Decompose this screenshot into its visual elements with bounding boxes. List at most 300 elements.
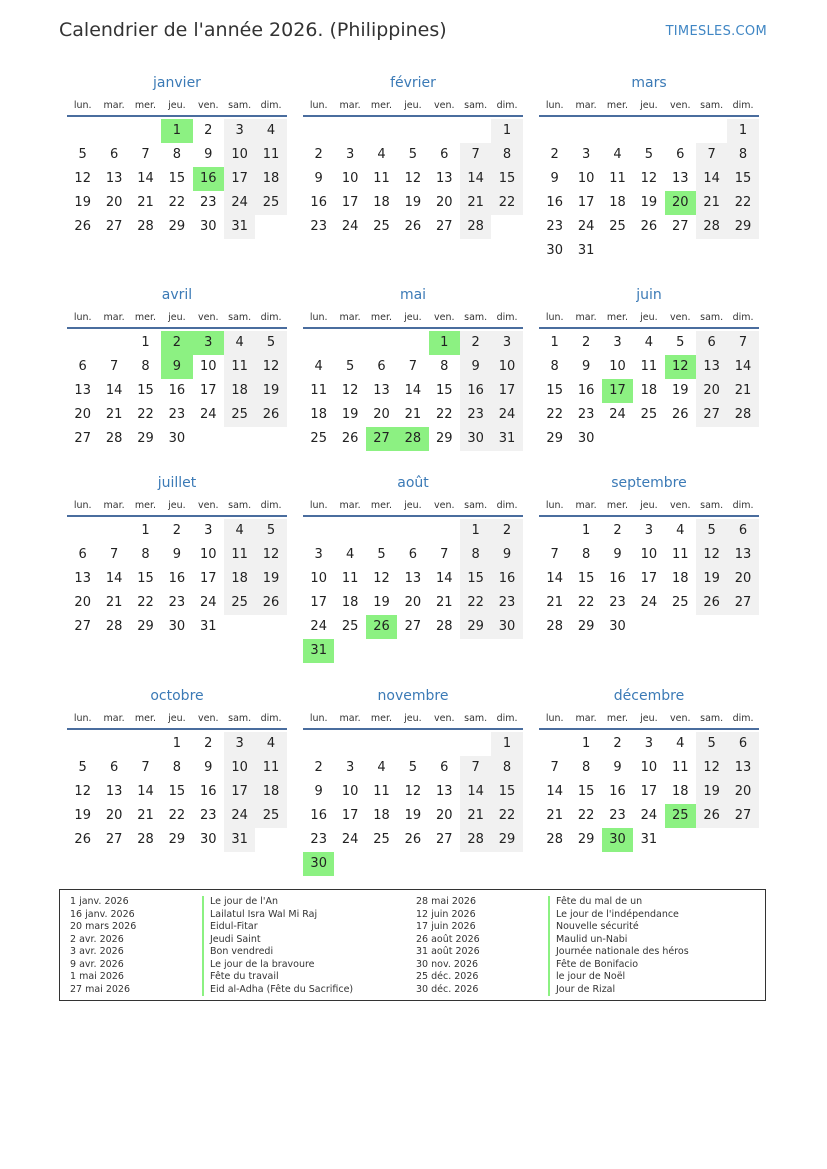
day-cell: 26 <box>341 431 359 446</box>
day-cell: 9 <box>314 171 323 186</box>
empty-cell <box>429 519 460 543</box>
day-cell: 23 <box>168 407 186 422</box>
day-cell: 22 <box>168 808 186 823</box>
empty-cell <box>366 331 397 355</box>
day-cell: 21 <box>696 191 727 215</box>
month-block <box>539 71 759 263</box>
day-cell: 1 <box>581 736 591 751</box>
weekday-header <box>67 308 287 329</box>
weekday-label: sam. <box>228 713 252 724</box>
weekday-label: sam. <box>228 312 252 323</box>
empty-cell <box>633 119 664 143</box>
day-cell: 31 <box>577 243 595 258</box>
day-cell: 2 <box>314 147 323 162</box>
day-cell: 25 <box>224 403 255 427</box>
empty-cell <box>98 119 129 143</box>
day-cell: 25 <box>224 591 255 615</box>
day-cell: 31 <box>224 828 255 852</box>
legend-row <box>416 921 689 934</box>
day-grid <box>539 732 759 852</box>
weekday-label: sam. <box>228 500 252 511</box>
day-cell: 6 <box>727 519 758 543</box>
day-cell: 22 <box>727 191 758 215</box>
day-cell: 24 <box>491 403 522 427</box>
day-cell: 24 <box>609 407 626 422</box>
day-cell: 6 <box>440 760 449 775</box>
weekday-label: sam. <box>700 312 724 323</box>
legend-row <box>70 909 353 922</box>
day-cell: 17 <box>224 167 255 191</box>
weekday-label: mer. <box>606 312 629 323</box>
holiday-day-cell: 16 <box>193 167 224 191</box>
month-name: septembre <box>611 475 687 491</box>
brand-link[interactable]: TIMESLES.COM <box>665 24 767 39</box>
weekday-label: sam. <box>700 713 724 724</box>
day-cell: 25 <box>255 804 286 828</box>
day-cell: 23 <box>199 808 217 823</box>
day-cell: 2 <box>613 736 622 751</box>
day-cell: 15 <box>491 167 522 191</box>
legend-row <box>416 909 689 922</box>
day-cell: 12 <box>696 543 727 567</box>
weekday-label: mer. <box>134 500 157 511</box>
day-cell: 8 <box>727 143 758 167</box>
day-cell: 20 <box>727 567 758 591</box>
day-cell: 10 <box>341 784 359 799</box>
day-cell: 28 <box>460 215 491 239</box>
day-cell: 30 <box>460 427 491 451</box>
legend-row <box>70 946 353 959</box>
day-grid <box>303 119 523 239</box>
day-cell: 1 <box>172 736 181 751</box>
month-name: avril <box>161 287 193 303</box>
day-cell: 26 <box>255 403 286 427</box>
day-cell: 18 <box>609 195 626 210</box>
weekday-label: lun. <box>309 500 328 511</box>
day-cell: 5 <box>78 760 87 775</box>
weekday-label: sam. <box>700 100 724 111</box>
day-cell: 20 <box>404 595 422 610</box>
day-cell: 21 <box>137 195 154 210</box>
legend-holiday-name: Fête du mal de un <box>548 896 642 909</box>
day-cell: 4 <box>613 147 622 162</box>
month-block <box>67 471 287 639</box>
legend-date: 27 mai 2026 <box>70 983 131 995</box>
empty-cell <box>334 732 365 756</box>
day-cell: 18 <box>373 808 390 823</box>
day-cell: 14 <box>546 784 563 799</box>
day-cell: 29 <box>460 615 491 639</box>
day-cell: 11 <box>671 760 689 775</box>
day-cell: 25 <box>310 431 327 446</box>
day-cell: 9 <box>581 359 591 374</box>
day-cell: 13 <box>671 171 689 186</box>
legend-date: 1 mai 2026 <box>70 971 124 982</box>
day-cell: 6 <box>78 547 87 562</box>
day-cell: 27 <box>105 219 123 234</box>
day-cell: 1 <box>460 519 491 543</box>
day-cell: 28 <box>137 219 154 234</box>
empty-cell <box>570 119 601 143</box>
day-cell: 17 <box>491 379 522 403</box>
day-cell: 5 <box>644 147 653 162</box>
day-cell: 15 <box>137 571 154 586</box>
day-cell: 31 <box>491 427 522 451</box>
day-cell: 10 <box>640 760 658 775</box>
empty-cell <box>366 732 397 756</box>
weekday-label: mar. <box>339 713 361 724</box>
day-cell: 9 <box>204 760 213 775</box>
day-cell: 1 <box>141 523 150 538</box>
day-cell: 17 <box>341 195 359 210</box>
day-cell: 26 <box>404 832 422 847</box>
day-cell: 4 <box>255 119 286 143</box>
day-cell: 9 <box>460 355 491 379</box>
weekday-label: ven. <box>434 312 455 323</box>
day-cell: 15 <box>577 571 595 586</box>
day-cell: 11 <box>255 756 286 780</box>
holiday-day-cell: 31 <box>303 639 334 663</box>
day-cell: 17 <box>199 383 217 398</box>
weekday-header <box>303 308 523 329</box>
empty-cell <box>366 119 397 143</box>
day-cell: 18 <box>373 195 390 210</box>
weekday-label: ven. <box>198 500 219 511</box>
weekday-label: lun. <box>73 100 92 111</box>
day-cell: 23 <box>577 407 595 422</box>
day-cell: 28 <box>105 431 123 446</box>
day-cell: 8 <box>172 760 181 775</box>
day-cell: 15 <box>435 383 453 398</box>
day-cell: 21 <box>546 595 563 610</box>
day-cell: 30 <box>609 619 626 634</box>
day-cell: 18 <box>671 571 689 586</box>
weekday-label: ven. <box>198 713 219 724</box>
day-cell: 14 <box>696 167 727 191</box>
day-cell: 12 <box>255 355 286 379</box>
legend-row <box>70 921 353 934</box>
month-name: mars <box>631 75 667 91</box>
month-block <box>303 71 523 239</box>
day-cell: 17 <box>341 808 359 823</box>
day-cell: 22 <box>435 407 453 422</box>
day-cell: 27 <box>727 591 758 615</box>
day-cell: 29 <box>491 828 522 852</box>
day-cell: 6 <box>676 147 685 162</box>
legend-date: 26 août 2026 <box>416 933 480 945</box>
day-cell: 8 <box>581 547 591 562</box>
day-cell: 31 <box>199 619 217 634</box>
day-grid <box>67 732 287 852</box>
day-cell: 12 <box>255 543 286 567</box>
weekday-label: mar. <box>339 100 361 111</box>
day-cell: 7 <box>141 760 150 775</box>
day-cell: 5 <box>345 359 355 374</box>
day-cell: 5 <box>255 519 286 543</box>
day-cell: 29 <box>577 832 595 847</box>
day-cell: 28 <box>727 403 758 427</box>
day-cell: 21 <box>460 191 491 215</box>
day-cell: 3 <box>644 736 653 751</box>
day-cell: 30 <box>491 615 522 639</box>
empty-cell <box>334 119 365 143</box>
day-cell: 7 <box>460 756 491 780</box>
weekday-label: jeu. <box>404 100 422 111</box>
weekday-label: mer. <box>134 713 157 724</box>
day-cell: 21 <box>546 808 563 823</box>
day-cell: 18 <box>341 595 359 610</box>
weekday-label: jeu. <box>168 100 186 111</box>
day-cell: 7 <box>109 547 119 562</box>
legend-date: 25 déc. 2026 <box>416 971 479 982</box>
day-cell: 4 <box>377 147 386 162</box>
day-cell: 5 <box>377 547 386 562</box>
day-cell: 3 <box>581 147 591 162</box>
day-cell: 21 <box>137 808 154 823</box>
day-cell: 1 <box>581 523 591 538</box>
legend-date: 3 avr. 2026 <box>70 946 124 957</box>
legend-row <box>70 971 353 984</box>
day-cell: 5 <box>696 732 727 756</box>
weekday-label: jeu. <box>404 500 422 511</box>
day-cell: 20 <box>105 808 123 823</box>
weekday-label: dim. <box>260 713 282 724</box>
day-cell: 7 <box>141 147 150 162</box>
weekday-label: dim. <box>496 100 518 111</box>
day-cell: 12 <box>373 571 390 586</box>
day-cell: 13 <box>105 171 123 186</box>
day-cell: 21 <box>435 595 453 610</box>
day-cell: 27 <box>671 219 689 234</box>
day-cell: 21 <box>727 379 758 403</box>
day-cell: 29 <box>168 219 186 234</box>
day-cell: 21 <box>105 407 123 422</box>
day-cell: 19 <box>671 383 689 398</box>
month-block <box>67 283 287 451</box>
day-cell: 13 <box>435 171 453 186</box>
day-cell: 13 <box>404 571 422 586</box>
day-cell: 27 <box>435 832 453 847</box>
day-cell: 2 <box>491 519 522 543</box>
day-cell: 6 <box>377 359 386 374</box>
day-cell: 4 <box>224 331 255 355</box>
day-cell: 2 <box>550 147 559 162</box>
month-name: novembre <box>377 688 449 704</box>
day-cell: 6 <box>78 359 87 374</box>
day-cell: 23 <box>491 591 522 615</box>
day-cell: 18 <box>671 784 689 799</box>
day-cell: 17 <box>224 780 255 804</box>
month-block <box>539 283 759 451</box>
day-cell: 20 <box>435 808 453 823</box>
weekday-header <box>67 496 287 517</box>
day-cell: 13 <box>373 383 390 398</box>
day-cell: 26 <box>640 219 658 234</box>
weekday-label: jeu. <box>404 312 422 323</box>
weekday-label: jeu. <box>640 100 658 111</box>
day-grid <box>67 119 287 239</box>
day-cell: 14 <box>404 383 422 398</box>
day-cell: 27 <box>105 832 123 847</box>
day-grid <box>303 732 523 876</box>
day-cell: 11 <box>224 355 255 379</box>
day-cell: 3 <box>314 547 323 562</box>
legend-date: 20 mars 2026 <box>70 921 137 932</box>
holiday-day-cell: 1 <box>429 331 460 355</box>
legend-holiday-name: Le jour de l'An <box>202 896 278 909</box>
day-cell: 7 <box>550 760 559 775</box>
day-cell: 22 <box>491 191 522 215</box>
day-cell: 4 <box>224 519 255 543</box>
month-name: août <box>397 475 429 491</box>
day-cell: 25 <box>255 191 286 215</box>
month-block <box>539 471 759 639</box>
day-cell: 19 <box>696 567 727 591</box>
empty-cell <box>334 331 365 355</box>
day-cell: 6 <box>408 547 417 562</box>
day-cell: 12 <box>640 171 658 186</box>
day-cell: 26 <box>696 591 727 615</box>
legend-date: 9 avr. 2026 <box>70 958 124 970</box>
day-cell: 22 <box>577 808 595 823</box>
day-cell: 30 <box>168 431 186 446</box>
holiday-day-cell: 1 <box>161 119 192 143</box>
day-cell: 8 <box>550 359 559 374</box>
day-cell: 11 <box>373 784 390 799</box>
day-cell: 3 <box>224 119 255 143</box>
day-cell: 9 <box>204 147 213 162</box>
day-cell: 9 <box>314 784 323 799</box>
day-cell: 23 <box>310 832 327 847</box>
day-cell: 10 <box>341 171 359 186</box>
month-name: juillet <box>157 475 197 491</box>
day-cell: 24 <box>199 407 217 422</box>
legend-row <box>416 959 689 972</box>
day-cell: 2 <box>204 123 213 138</box>
weekday-label: mar. <box>103 100 125 111</box>
day-cell: 30 <box>199 219 217 234</box>
legend-holiday-name: Eid al-Adha (Fête du Sacrifice) <box>202 984 353 997</box>
month-block <box>67 71 287 239</box>
legend-holiday-name: le jour de Noël <box>548 971 625 984</box>
day-cell: 1 <box>550 335 559 350</box>
day-cell: 2 <box>460 331 491 355</box>
day-cell: 5 <box>255 331 286 355</box>
day-cell: 3 <box>644 523 653 538</box>
day-cell: 20 <box>105 195 123 210</box>
holiday-legend <box>59 889 766 1001</box>
day-cell: 14 <box>137 784 154 799</box>
day-cell: 29 <box>546 431 563 446</box>
weekday-header <box>67 96 287 117</box>
day-cell: 11 <box>609 171 626 186</box>
day-cell: 15 <box>460 567 491 591</box>
weekday-label: ven. <box>670 100 691 111</box>
empty-cell <box>429 732 460 756</box>
day-cell: 24 <box>640 808 658 823</box>
day-cell: 22 <box>491 804 522 828</box>
weekday-label: mar. <box>575 713 597 724</box>
day-cell: 26 <box>255 591 286 615</box>
day-cell: 23 <box>310 219 327 234</box>
day-cell: 19 <box>373 595 390 610</box>
day-cell: 3 <box>613 335 622 350</box>
day-cell: 24 <box>341 832 359 847</box>
day-cell: 10 <box>640 547 658 562</box>
day-grid <box>67 519 287 639</box>
empty-cell <box>460 119 491 143</box>
weekday-label: mer. <box>370 713 393 724</box>
empty-cell <box>303 119 334 143</box>
day-cell: 11 <box>310 383 327 398</box>
day-cell: 11 <box>224 543 255 567</box>
weekday-label: dim. <box>496 312 518 323</box>
month-block <box>539 684 759 852</box>
day-cell: 5 <box>408 147 417 162</box>
day-cell: 3 <box>224 732 255 756</box>
holiday-day-cell: 12 <box>665 355 696 379</box>
holiday-day-cell: 25 <box>665 804 696 828</box>
day-cell: 26 <box>404 219 422 234</box>
weekday-label: mar. <box>103 713 125 724</box>
holiday-day-cell: 30 <box>303 852 334 876</box>
empty-cell <box>539 519 570 543</box>
day-cell: 9 <box>550 171 559 186</box>
day-cell: 4 <box>255 732 286 756</box>
weekday-label: ven. <box>670 500 691 511</box>
day-cell: 8 <box>440 359 449 374</box>
day-cell: 30 <box>168 619 186 634</box>
empty-cell <box>98 519 129 543</box>
day-cell: 13 <box>696 355 727 379</box>
page-title: Calendrier de l'année 2026. (Philippines) <box>59 19 447 41</box>
empty-cell <box>303 519 334 543</box>
day-cell: 17 <box>640 571 658 586</box>
day-cell: 12 <box>696 756 727 780</box>
day-cell: 8 <box>460 543 491 567</box>
day-cell: 23 <box>609 808 626 823</box>
day-cell: 9 <box>613 760 622 775</box>
day-cell: 27 <box>696 403 727 427</box>
day-cell: 12 <box>404 784 422 799</box>
day-cell: 28 <box>546 619 563 634</box>
day-cell: 29 <box>435 431 453 446</box>
day-cell: 16 <box>199 784 217 799</box>
day-cell: 25 <box>609 219 626 234</box>
day-grid <box>539 519 759 639</box>
weekday-label: lun. <box>545 100 564 111</box>
day-grid <box>539 119 759 263</box>
day-cell: 19 <box>74 808 91 823</box>
day-cell: 19 <box>255 379 286 403</box>
weekday-label: lun. <box>73 713 92 724</box>
weekday-label: mer. <box>370 100 393 111</box>
weekday-label: ven. <box>198 100 219 111</box>
day-cell: 29 <box>137 619 154 634</box>
weekday-label: lun. <box>309 713 328 724</box>
legend-row <box>416 971 689 984</box>
day-cell: 29 <box>577 619 595 634</box>
day-cell: 13 <box>105 784 123 799</box>
day-cell: 4 <box>644 335 653 350</box>
day-cell: 18 <box>255 780 286 804</box>
weekday-label: mar. <box>575 100 597 111</box>
empty-cell <box>429 119 460 143</box>
day-cell: 29 <box>137 431 154 446</box>
day-cell: 16 <box>460 379 491 403</box>
legend-holiday-name: Jour de Rizal <box>548 984 615 997</box>
day-cell: 2 <box>613 523 622 538</box>
